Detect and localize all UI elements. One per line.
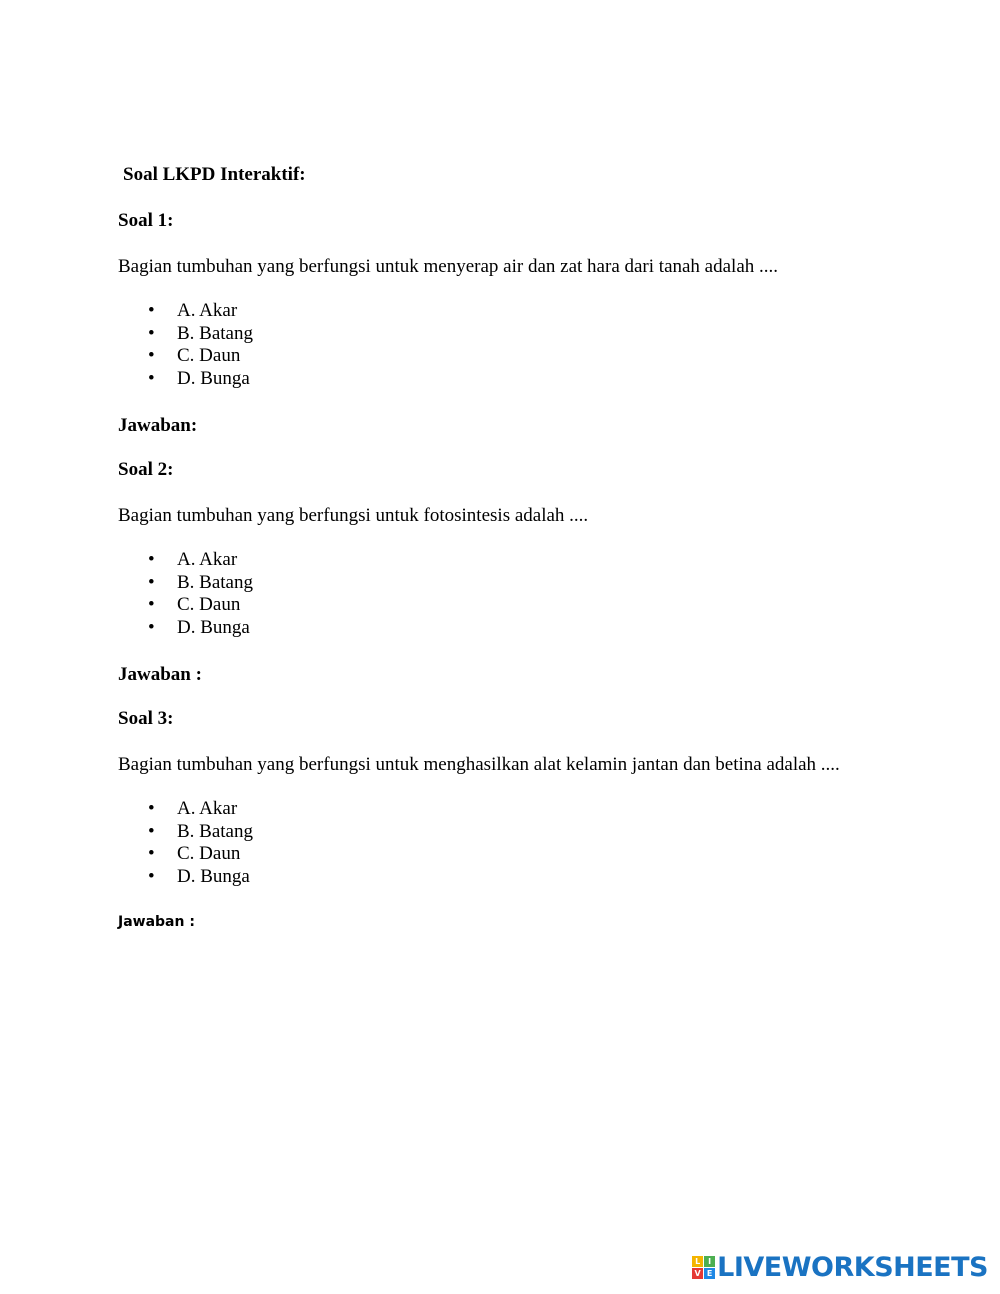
question-text: Bagian tumbuhan yang berfungsi untuk menghasilkan alat kelamin jantan dan betina adalah .... — [118, 754, 840, 775]
answer-label: Jawaban: — [118, 414, 198, 436]
option-d[interactable] — [118, 368, 938, 391]
option-label: D. Bunga — [177, 368, 250, 390]
option-label: A. Akar — [177, 549, 238, 570]
logo-mark-l: L — [692, 1256, 703, 1267]
option-list — [118, 300, 938, 391]
option-list — [118, 549, 938, 640]
option-label: B. Batang — [177, 571, 253, 593]
option-b[interactable] — [118, 572, 938, 595]
bullet-icon: • — [148, 368, 155, 390]
page-title: Soal LKPD Interaktif: — [123, 164, 306, 185]
option-c[interactable] — [118, 345, 938, 368]
bullet-icon: • — [148, 866, 155, 888]
option-b[interactable] — [118, 821, 938, 844]
option-c[interactable] — [118, 843, 938, 866]
logo-mark-icon — [692, 1256, 715, 1279]
logo-text: LIVEWORKSHEETS — [717, 1251, 988, 1283]
bullet-icon: • — [148, 594, 155, 616]
option-label: D. Bunga — [177, 617, 250, 639]
option-a[interactable] — [118, 798, 938, 821]
bullet-icon: • — [148, 300, 155, 321]
bullet-icon: • — [148, 798, 155, 819]
logo-mark-v: V — [692, 1268, 703, 1279]
bullet-icon: • — [148, 843, 155, 865]
option-label: C. Daun — [177, 843, 241, 865]
question-heading: Soal 2: — [118, 459, 174, 480]
liveworksheets-logo — [692, 1252, 988, 1282]
question-heading: Soal 3: — [118, 708, 174, 729]
option-a[interactable] — [118, 549, 938, 572]
bullet-icon: • — [148, 820, 155, 842]
option-label: C. Daun — [177, 345, 241, 367]
question-text: Bagian tumbuhan yang berfungsi untuk fotosintesis adalah .... — [118, 505, 589, 526]
question-text: Bagian tumbuhan yang berfungsi untuk menyerap air dan zat hara dari tanah adalah .... — [118, 256, 779, 277]
option-label: B. Batang — [177, 322, 253, 344]
option-b[interactable] — [118, 323, 938, 346]
option-label: D. Bunga — [177, 866, 250, 888]
option-label: C. Daun — [177, 594, 241, 616]
answer-label: Jawaban : — [118, 663, 202, 685]
bullet-icon: • — [148, 345, 155, 367]
option-label: A. Akar — [177, 798, 238, 819]
option-label: A. Akar — [177, 300, 238, 321]
question-1 — [118, 210, 938, 437]
bullet-icon: • — [148, 322, 155, 344]
option-c[interactable] — [118, 594, 938, 617]
answer-label: Jawaban : — [118, 913, 195, 930]
question-3 — [118, 708, 938, 931]
option-d[interactable] — [118, 617, 938, 640]
bullet-icon: • — [148, 617, 155, 639]
option-a[interactable] — [118, 300, 938, 323]
bullet-icon: • — [148, 549, 155, 570]
question-heading: Soal 1: — [118, 210, 174, 231]
logo-mark-e: E — [704, 1268, 715, 1279]
option-d[interactable] — [118, 866, 938, 889]
option-list — [118, 798, 938, 889]
bullet-icon: • — [148, 571, 155, 593]
option-label: B. Batang — [177, 820, 253, 842]
logo-mark-i: I — [704, 1256, 715, 1267]
question-2 — [118, 459, 938, 686]
